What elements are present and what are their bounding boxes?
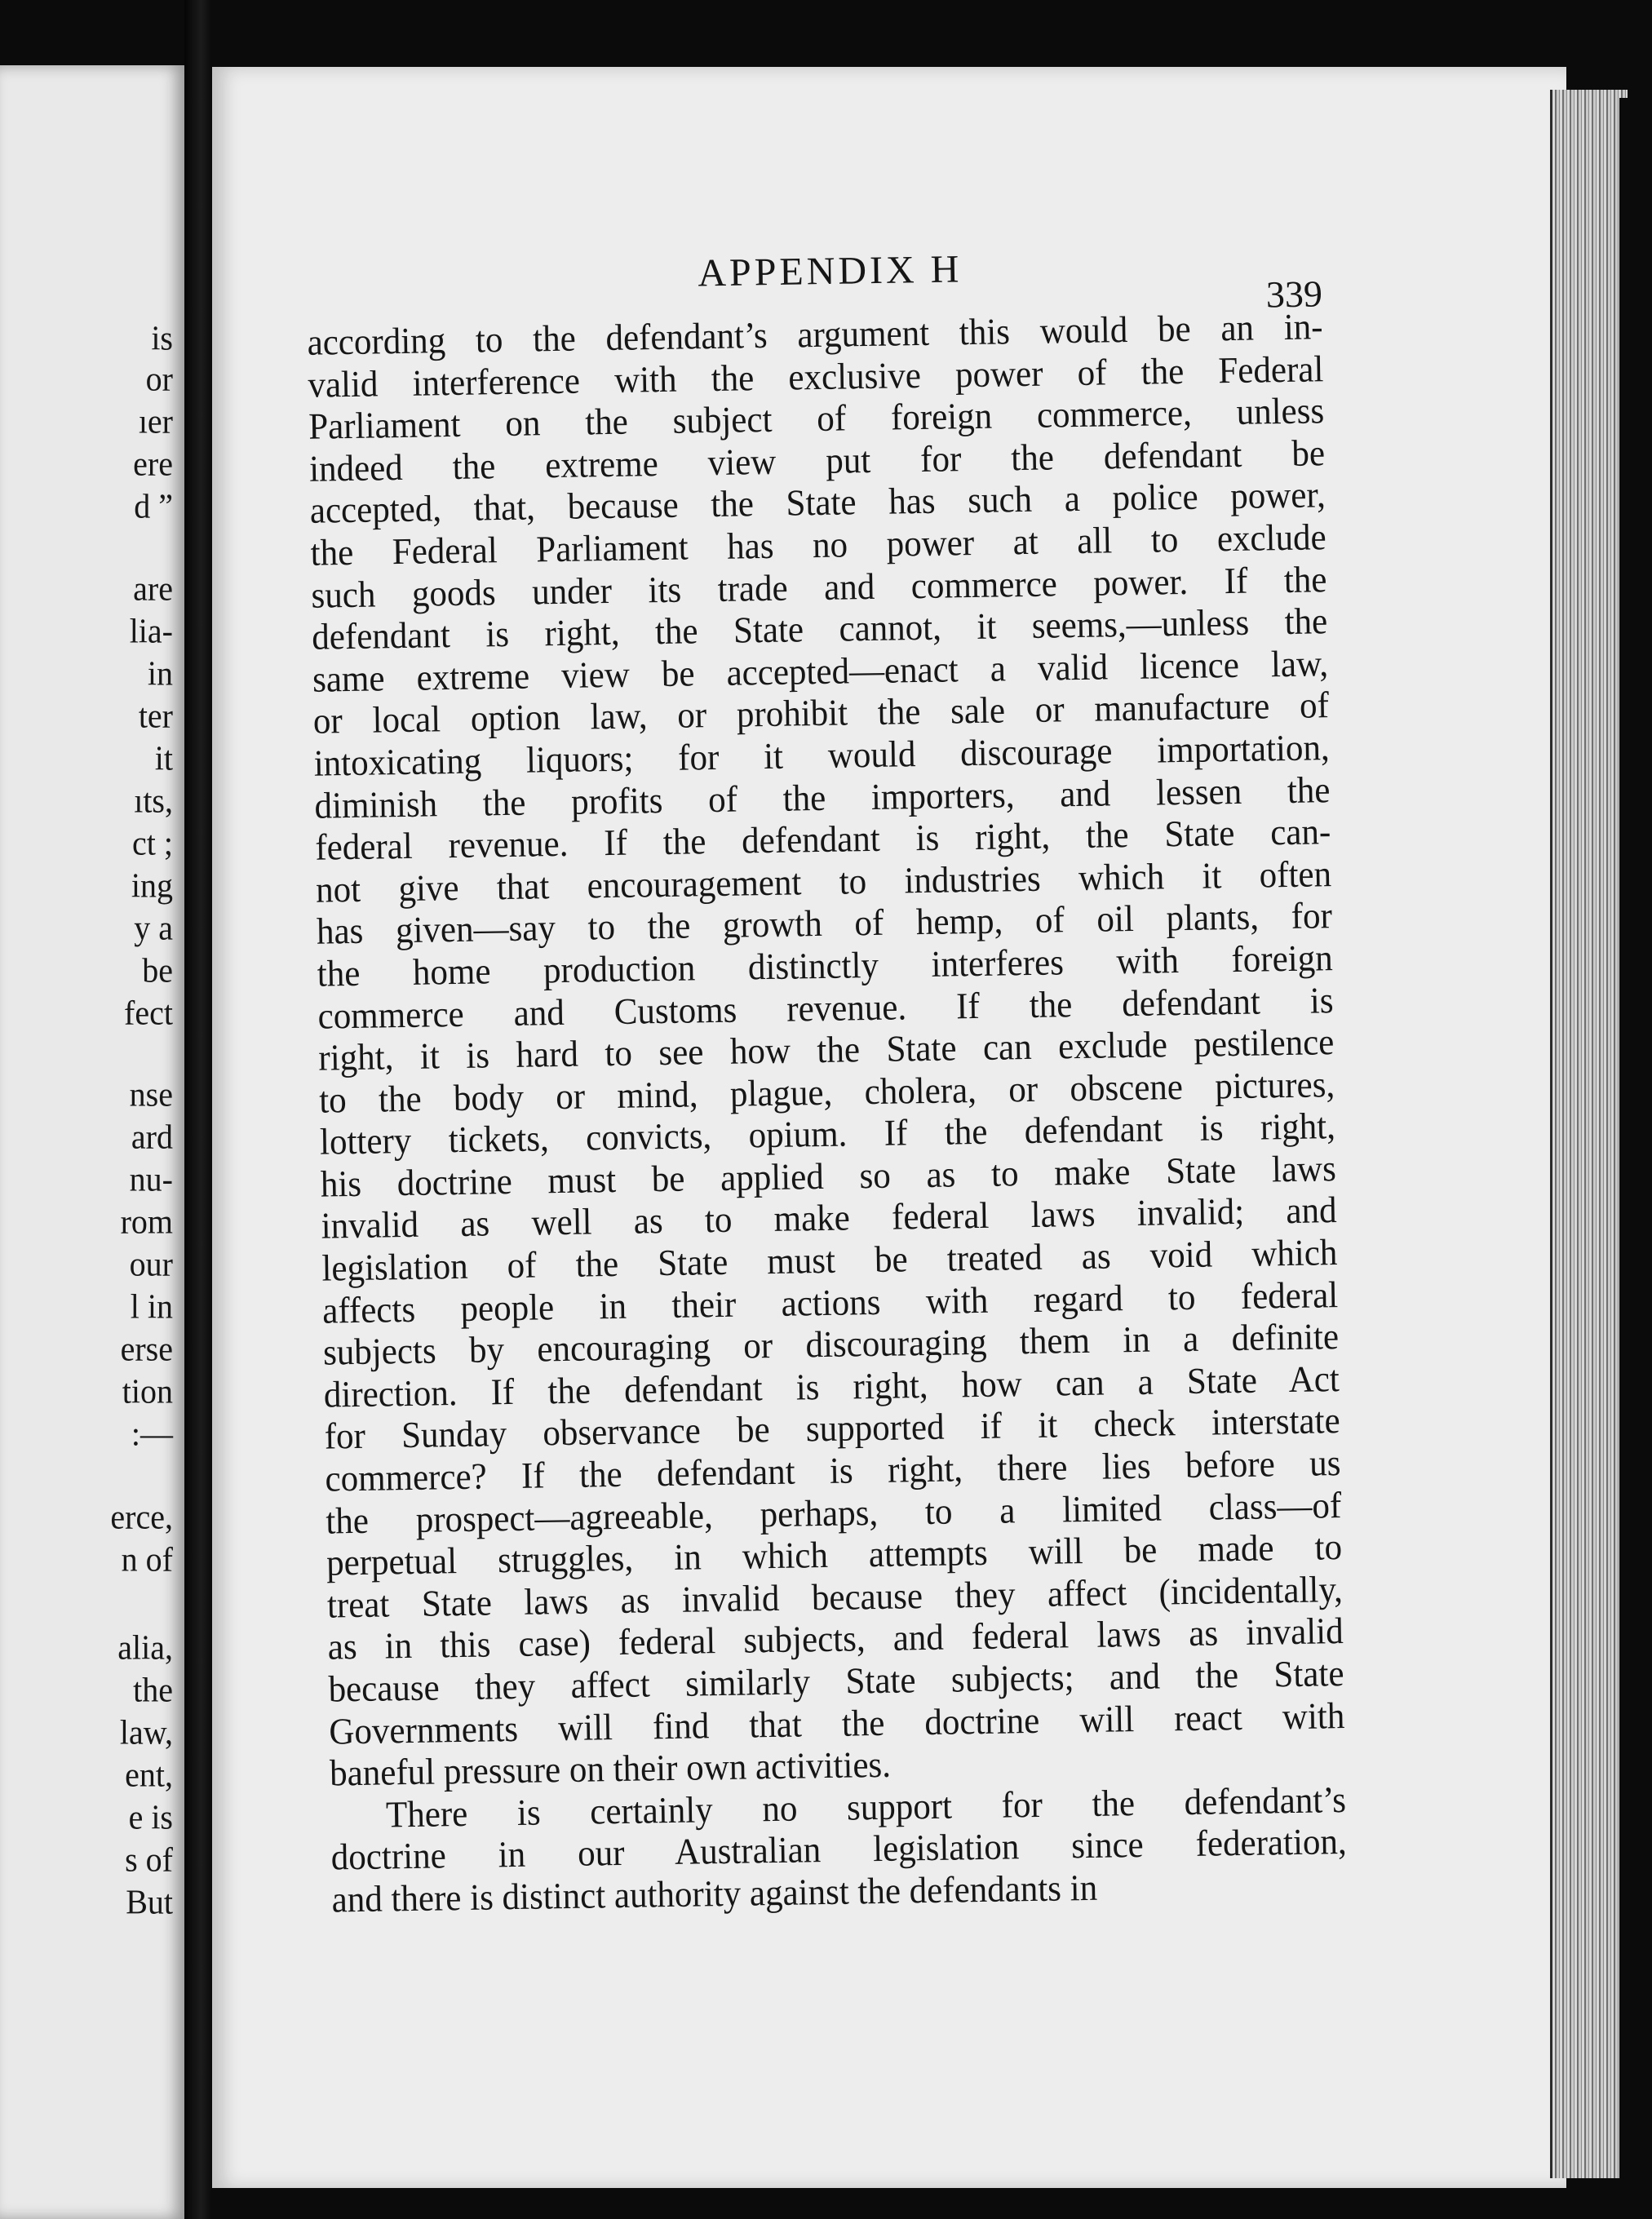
text-line: has given—say to the growth of hemp, of oil plants, for (316, 896, 1333, 953)
text-line: treat State laws as invalid because they affect (incidentally, (326, 1569, 1344, 1626)
running-head-title: APPENDIX H (697, 247, 963, 295)
previous-page-text-fragment: be (142, 950, 173, 990)
text-line: Parliament on the subject of foreign commerce, unless (308, 391, 1325, 448)
previous-page-text-fragment: :— (131, 1414, 173, 1454)
text-line: subjects by encouraging or discouraging them in a definite (322, 1317, 1340, 1374)
text-line: affects people in their actions with regard to federal (321, 1274, 1339, 1331)
text-line: baneful pressure on their own activities. (329, 1744, 892, 1795)
previous-page-text-fragment: the (133, 1670, 173, 1710)
text-line: legislation of the State must be treated as void which (321, 1232, 1338, 1290)
previous-page-text-fragment: s of (125, 1840, 173, 1880)
previous-page-text-fragment: fect (124, 993, 173, 1033)
previous-page-text-fragment: erse (120, 1329, 173, 1369)
previous-page-text-fragment: nse (129, 1074, 173, 1114)
text-line: and there is distinct authority against the defendants in (331, 1867, 1098, 1921)
text-line: doctrine in our Australian legislation since federation, (330, 1822, 1348, 1879)
previous-page-text-fragment: l in (130, 1287, 173, 1327)
text-line: right, it is hard to see how the State can exclude pestilence (318, 1021, 1335, 1079)
paragraph (307, 306, 1345, 1795)
text-line: according to the defendant’s argument this would be an in- (307, 307, 1323, 364)
previous-page-text-fragment: tion (122, 1371, 173, 1411)
text-line: commerce and Customs revenue. If the defendant is (317, 980, 1334, 1037)
previous-page-text-fragment: our (129, 1244, 173, 1284)
book-gutter (184, 0, 212, 2219)
text-line: defendant is right, the State cannot, it seems,—unless the (311, 601, 1328, 658)
right-background (1619, 98, 1652, 2219)
paragraph (330, 1779, 1348, 1921)
text-line: as in this case) federal subjects, and federal laws as invalid (327, 1611, 1344, 1668)
previous-page-text-fragment: ıer (138, 401, 173, 441)
text-line: intoxicating liquors; for it would discourage importation, (313, 727, 1330, 785)
text-line: for Sunday observance be supported if it check interstate (324, 1401, 1340, 1458)
text-line: the home production distinctly interferes with foreign (317, 937, 1334, 995)
previous-page-text-fragment: nu- (129, 1159, 173, 1199)
page-stack-edges (1550, 90, 1628, 2178)
text-line: the prospect—agreeable, perhaps, to a limited class—of (325, 1485, 1342, 1542)
previous-page-text-fragment: ct ; (132, 823, 173, 863)
previous-page-text-fragment: ent, (125, 1755, 173, 1795)
previous-page-text-fragment: law, (119, 1712, 173, 1752)
text-line: valid interference with the exclusive power of the Federal (308, 348, 1324, 405)
text-line: to the body or mind, plague, cholera, or obscene pictures, (318, 1064, 1335, 1121)
text-line: indeed the extreme view put for the defendant be (308, 432, 1326, 490)
previous-page-text-fragment: is (151, 318, 173, 358)
text-line: the Federal Parliament has no power at all to exclude (310, 516, 1326, 574)
page-text-block (306, 241, 1348, 1921)
previous-page-text-fragment: But (126, 1882, 173, 1922)
text-line: accepted, that, because the State has such a police power, (309, 475, 1326, 532)
previous-page-text-fragment: ter (138, 696, 173, 736)
text-line: such goods under its trade and commerce power. If the (311, 559, 1327, 616)
body-text (307, 306, 1348, 1921)
previous-page-text-fragment: rom (120, 1202, 173, 1242)
previous-page-text-fragment: ing (131, 866, 173, 906)
previous-page-text-fragment: are (133, 569, 173, 609)
text-line: diminish the profits of the importers, and lessen the (314, 769, 1331, 826)
previous-page-text-fragment: y a (134, 908, 173, 948)
previous-page-text-fragment: n of (121, 1539, 173, 1579)
text-line: lottery tickets, convicts, opium. If the defendant is right, (319, 1106, 1336, 1163)
previous-page-text-fragment: or (145, 359, 173, 399)
previous-page-text-fragment: ıts, (134, 781, 173, 821)
text-line: not give that encouragement to industries which it often (315, 853, 1332, 911)
previous-page-text-fragment: it (154, 738, 173, 778)
previous-page-text-fragment: e is (128, 1797, 173, 1837)
previous-page-edge (0, 65, 184, 2219)
previous-page-text-fragment: ard (131, 1117, 173, 1157)
text-line: direction. If the defendant is right, how can a State Act (323, 1358, 1340, 1416)
page-number: 339 (1265, 272, 1323, 316)
text-line: because they affect similarly State subjects; and the State (328, 1653, 1344, 1711)
text-line: federal revenue. If the defendant is right, the State can- (314, 812, 1331, 869)
previous-page-text-fragment: in (147, 653, 173, 693)
previous-page-text-fragment: erce, (110, 1497, 173, 1537)
text-line: same extreme view be accepted—enact a valid licence law, (312, 643, 1329, 701)
text-line: Governments will find that the doctrine will react with (329, 1695, 1345, 1752)
text-line: his doctrine must be applied so as to make State laws (320, 1148, 1337, 1206)
previous-page-text-fragment: alia, (117, 1628, 173, 1668)
text-line: invalid as well as to make federal laws invalid; and (321, 1190, 1337, 1247)
text-line: There is certainly no support for the defendant’s (385, 1779, 1347, 1836)
previous-page-text-fragment: ere (133, 444, 173, 484)
previous-page-text-fragment: lia- (129, 611, 173, 651)
previous-page-text-fragment: d ” (134, 486, 173, 526)
text-line: commerce? If the defendant is right, there lies before us (325, 1442, 1341, 1500)
text-line: perpetual struggles, in which attempts will be made to (326, 1527, 1343, 1584)
text-line: or local option law, or prohibit the sale or manufacture of (312, 685, 1330, 742)
